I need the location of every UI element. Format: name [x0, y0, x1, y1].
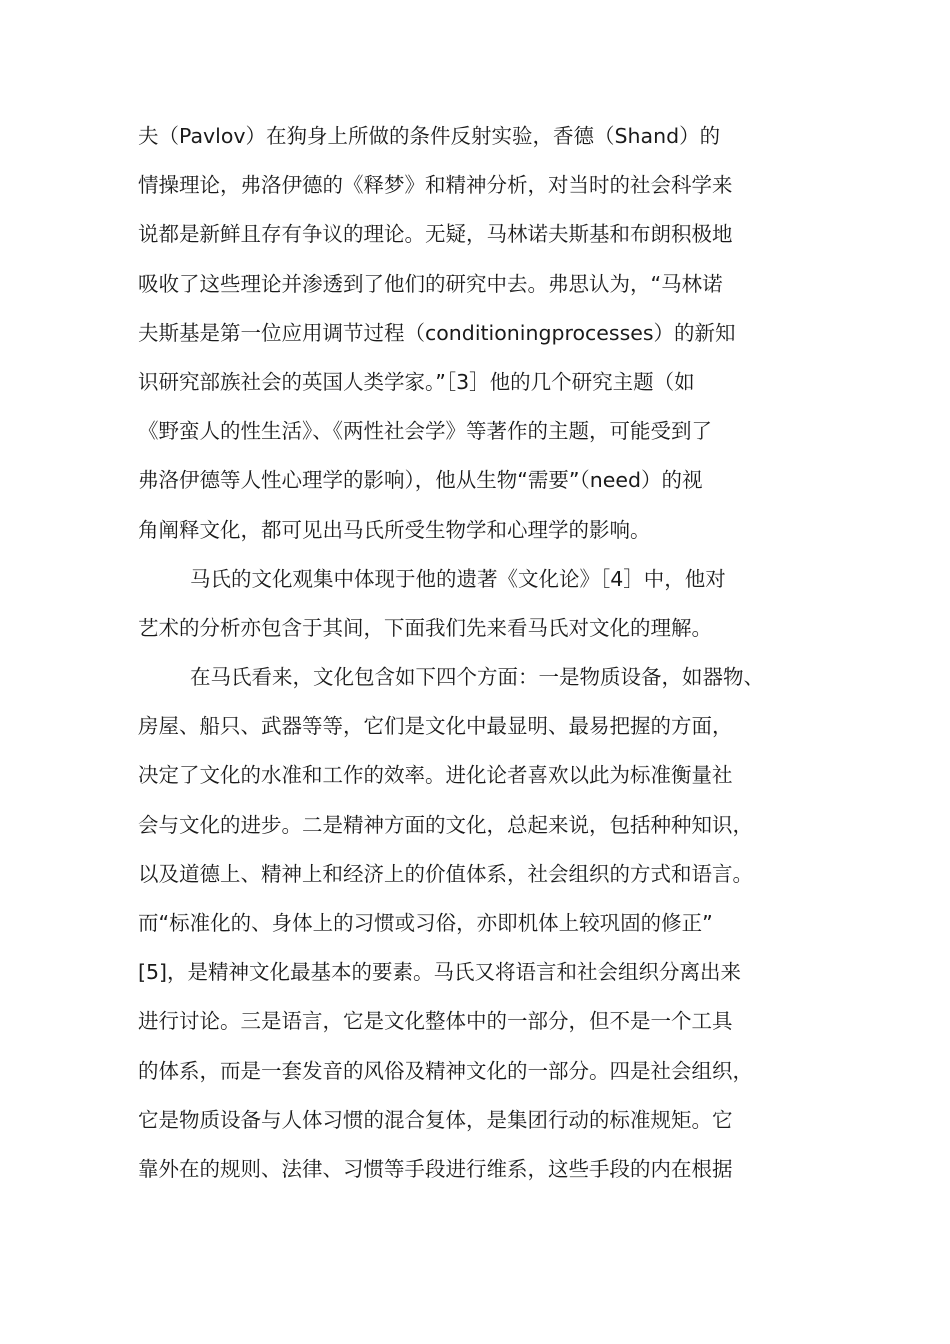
text-line: 识研究部族社会的英国人类学家。”［3］他的几个研究主题（如	[138, 369, 695, 394]
text-line: 的体系，而是一套发音的风俗及精神文化的一部分。四是社会组织，	[138, 1058, 753, 1083]
text-line: 艺术的分析亦包含于其间，下面我们先来看马氏对文化的理解。	[138, 615, 712, 640]
text-line: 情操理论，弗洛伊德的《释梦》和精神分析，对当时的社会科学来	[138, 173, 733, 198]
text-line: 角阐释文化，都可见出马氏所受生物学和心理学的影响。	[138, 517, 651, 542]
text-line: 进行讨论。三是语言，它是文化整体中的一部分，但不是一个工具	[138, 1009, 733, 1034]
paragraph-start-line: 马氏的文化观集中体现于他的遗著《文化论》［4］中，他对	[190, 566, 726, 591]
text-line: 会与文化的进步。二是精神方面的文化，总起来说，包括种种知识，	[138, 812, 753, 837]
text-line: 以及道德上、精神上和经济上的价值体系，社会组织的方式和语言。	[138, 861, 753, 886]
text-line: 而“标准化的、身体上的习惯或习俗，亦即机体上较巩固的修正”	[138, 911, 713, 935]
body-text	[138, 112, 810, 1194]
text-line: 靠外在的规则、法律、习惯等手段进行维系，这些手段的内在根据	[138, 1156, 733, 1181]
text-line: 它是物质设备与人体习惯的混合复体，是集团行动的标准规矩。它	[138, 1107, 733, 1132]
text-line: 弗洛伊德等人性心理学的影响），他从生物“需要”（need）的视	[138, 468, 703, 493]
text-line: 夫斯基是第一位应用调节过程（conditioningprocesses）的新知	[138, 320, 736, 345]
text-line: 说都是新鲜且存有争议的理论。无疑，马林诺夫斯基和布朗积极地	[138, 222, 733, 247]
text-line: 《野蛮人的性生活》、《两性社会学》等著作的主题，可能受到了	[138, 419, 712, 444]
text-line: [5]，是精神文化最基本的要素。马氏又将语言和社会组织分离出来	[138, 960, 742, 985]
text-line: 吸收了这些理论并渗透到了他们的研究中去。弗思认为，“马林诺	[138, 271, 723, 296]
text-line: 夫（Pavlov）在狗身上所做的条件反射实验，香德（Shand）的	[138, 124, 721, 148]
text-line: 决定了文化的水准和工作的效率。进化论者喜欢以此为标准衡量社	[138, 763, 733, 788]
paragraph-start-line: 在马氏看来，文化包含如下四个方面：一是物质设备，如器物、	[190, 665, 764, 690]
text-line: 房屋、船只、武器等等，它们是文化中最显明、最易把握的方面，	[138, 714, 733, 739]
